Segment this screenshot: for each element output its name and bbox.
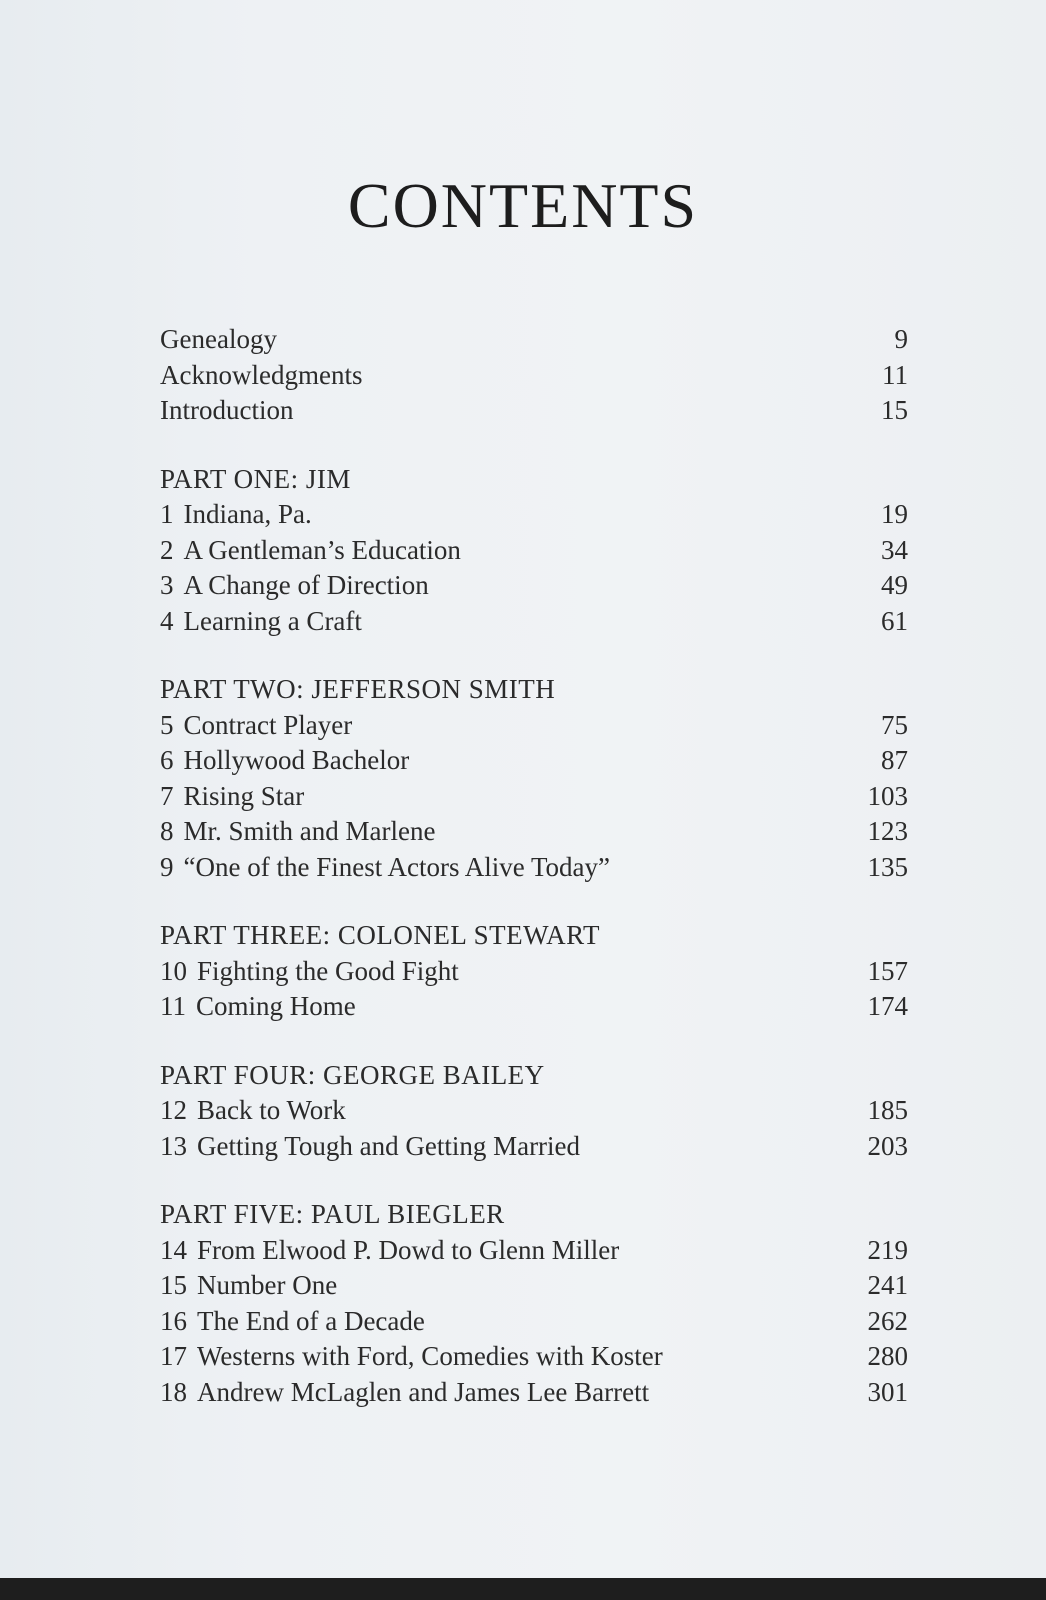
chapter-title: The End of a Decade [197, 1305, 425, 1336]
part-heading: PART FOUR: GEORGE BAILEY [160, 1059, 545, 1090]
entry-page-number: 34 [881, 534, 908, 565]
chapter-title-wrap [160, 1339, 663, 1375]
chapter-number: 2 [160, 534, 174, 565]
chapter-number: 7 [160, 780, 174, 811]
chapter-title: Hollywood Bachelor [183, 745, 410, 775]
chapter-title-wrap [160, 1304, 425, 1340]
chapter-entry [160, 814, 908, 850]
chapter-title: Number One [197, 1270, 338, 1300]
entry-page-number: 174 [867, 991, 908, 1021]
chapter-title-wrap [160, 604, 362, 640]
chapter-title: A Change of Direction [183, 570, 429, 600]
chapter-title: Fighting the Good Fight [197, 955, 459, 986]
chapter-title-wrap [160, 850, 610, 886]
entry-page-number: 123 [867, 816, 908, 846]
entry-page-number: 280 [867, 1341, 908, 1371]
chapter-title-wrap [160, 568, 429, 604]
chapter-title-wrap [160, 1129, 580, 1165]
chapter-number: 12 [160, 1095, 187, 1125]
part-section [160, 1058, 908, 1165]
chapter-title: Westerns with Ford, Comedies with Koster [197, 1341, 663, 1371]
chapter-title-wrap [160, 1093, 346, 1129]
entry-page-number: 15 [881, 395, 908, 425]
chapter-title-wrap [160, 1375, 649, 1411]
chapter-entry [160, 1339, 908, 1375]
chapter-number: 10 [160, 955, 187, 986]
entry-page-number: 87 [881, 745, 908, 775]
chapter-number: 5 [160, 709, 174, 740]
chapter-entry [160, 743, 908, 779]
chapter-number: 14 [160, 1234, 187, 1265]
chapter-entry [160, 1268, 908, 1304]
chapter-entry [160, 1233, 908, 1269]
part-heading: PART THREE: COLONEL STEWART [160, 920, 601, 950]
chapter-number: 9 [160, 851, 174, 882]
chapter-entry [160, 708, 908, 744]
chapter-title: Getting Tough and Getting Married [197, 1130, 581, 1161]
entry-page-number: 241 [867, 1270, 908, 1300]
part-section [160, 672, 908, 885]
chapter-title-wrap [160, 779, 304, 815]
chapter-title: Mr. Smith and Marlene [183, 816, 436, 846]
chapter-title: “One of the Finest Actors Alive Today” [183, 851, 611, 882]
entry-page-number: 157 [867, 955, 908, 986]
entry-page-number: 301 [867, 1376, 908, 1407]
toc-entry [160, 358, 908, 394]
chapter-title: Andrew McLaglen and James Lee Barrett [197, 1376, 650, 1407]
chapter-title: Contract Player [183, 709, 353, 740]
part-heading: PART TWO: JEFFERSON SMITH [160, 674, 556, 704]
table-of-contents [160, 322, 908, 1410]
chapter-entry [160, 568, 908, 604]
entry-page-number: 61 [881, 605, 908, 636]
chapter-title-wrap [160, 708, 352, 744]
part-section [160, 918, 908, 1025]
chapter-entry [160, 497, 908, 533]
chapter-title-wrap [160, 1233, 619, 1269]
chapter-title-wrap [160, 533, 461, 569]
chapter-entry [160, 989, 908, 1025]
chapter-title-wrap [160, 497, 312, 533]
chapter-title: A Gentleman’s Education [183, 534, 461, 565]
toc-entry [160, 322, 908, 358]
entry-page-number: 103 [867, 780, 908, 811]
entry-page-number: 11 [882, 359, 908, 390]
chapter-number: 1 [160, 499, 174, 529]
chapter-title: Coming Home [196, 991, 356, 1021]
entry-page-number: 19 [881, 499, 908, 529]
chapter-title: Rising Star [183, 780, 305, 811]
entry-title: Introduction [160, 395, 294, 425]
chapter-entry [160, 533, 908, 569]
entry-title: Genealogy [160, 324, 277, 354]
chapter-entry [160, 954, 908, 990]
chapter-title-wrap [160, 954, 459, 990]
part-section [160, 1197, 908, 1410]
chapter-title: Back to Work [197, 1095, 346, 1125]
chapter-number: 8 [160, 816, 174, 846]
chapter-number: 15 [160, 1270, 187, 1300]
entry-page-number: 9 [894, 324, 908, 354]
front-matter [160, 322, 908, 429]
chapter-entry [160, 1375, 908, 1411]
toc-entry [160, 393, 908, 429]
chapter-title: Learning a Craft [183, 605, 362, 636]
chapter-title-wrap [160, 743, 409, 779]
chapter-number: 4 [160, 605, 174, 636]
chapter-entry [160, 1304, 908, 1340]
entry-page-number: 185 [867, 1095, 908, 1125]
part-section [160, 462, 908, 640]
entry-page-number: 75 [881, 709, 908, 740]
chapter-number: 17 [160, 1341, 187, 1371]
entry-page-number: 203 [867, 1130, 908, 1161]
part-heading: PART ONE: JIM [160, 463, 351, 494]
chapter-number: 16 [160, 1305, 187, 1336]
page-title: CONTENTS [347, 169, 699, 241]
entry-page-number: 219 [867, 1234, 908, 1265]
entry-title: Acknowledgments [160, 359, 363, 390]
chapter-title-wrap [160, 814, 435, 850]
entry-page-number: 49 [881, 570, 908, 600]
chapter-title: Indiana, Pa. [183, 499, 312, 529]
chapter-number: 18 [160, 1376, 187, 1407]
chapter-number: 11 [160, 991, 186, 1021]
chapter-number: 3 [160, 570, 174, 600]
part-heading: PART FIVE: PAUL BIEGLER [160, 1199, 505, 1229]
table-surface [0, 1578, 1046, 1600]
chapter-number: 13 [160, 1130, 187, 1161]
chapter-title-wrap [160, 1268, 337, 1304]
chapter-title-wrap [160, 989, 356, 1025]
entry-page-number: 262 [867, 1305, 908, 1336]
entry-page-number: 135 [867, 851, 908, 882]
chapter-entry [160, 779, 908, 815]
chapter-number: 6 [160, 745, 174, 775]
chapter-entry [160, 1093, 908, 1129]
chapter-entry [160, 1129, 908, 1165]
chapter-title: From Elwood P. Dowd to Glenn Miller [197, 1234, 620, 1265]
chapter-entry [160, 604, 908, 640]
chapter-entry [160, 850, 908, 886]
